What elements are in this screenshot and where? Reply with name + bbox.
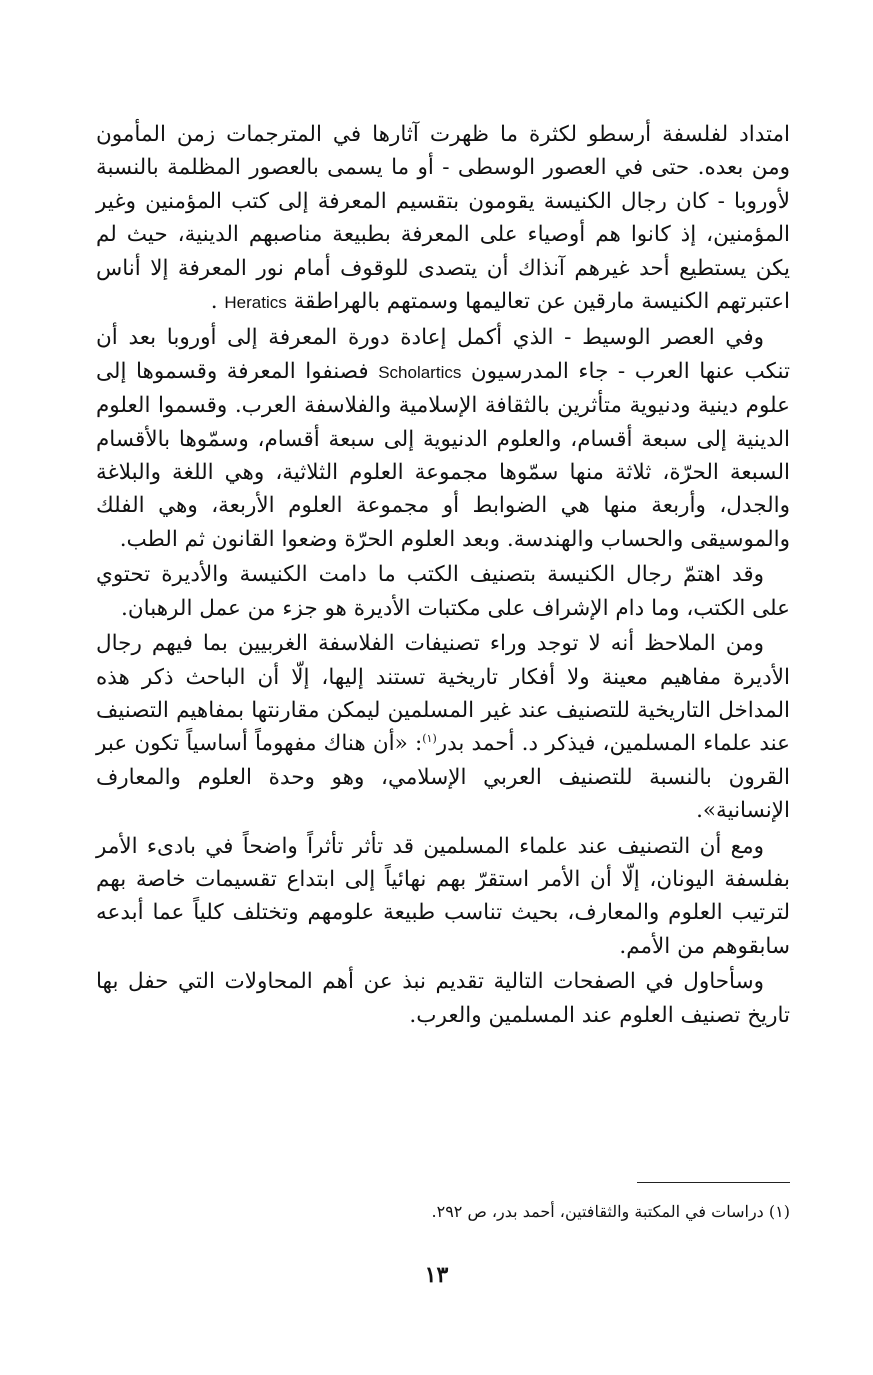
footnote-text: دراسات في المكتبة والثقافتين، أحمد بدر، ص ٢٩٢.: [431, 1202, 764, 1221]
paragraph-text: وفي العصر الوسيط - الذي أكمل إعادة دورة المعرفة إلى أوروبا بعد أن تنكب عنها العرب - جاء المدرسيون: [96, 325, 790, 384]
paragraph-tail: فصنفوا المعرفة وقسموها إلى علوم دينية ودنيوية متأثرين بالثقافة الإسلامية والفلاسفة العرب. وقسموا العلوم الدينية إلى سبعة أقسام، والعلوم الدنيوية إلى سبعة أقسام، وسمّوها بالأقسام السبعة الحرّة، ثلاثة منها سمّوها مجموعة العلوم الثلاثية، وهي اللغة والبلاغة والجدل، وأربعة منها هي الضوابط أو مجموعة العلوم الأربعة، وهي الفلك والموسيقى والحساب والهندسة. وبعد العلوم الحرّة وضعوا القانون ثم الطب.: [96, 358, 790, 552]
paragraph-2: [96, 321, 790, 556]
paragraph-text: ومع أن التصنيف عند علماء المسلمين قد تأثر تأثراً واضحاً في بادىء الأمر بفلسفة اليونان، إلّا أن الأمر استقرّ بهم نهائياً إلى ابتداع تقسيمات خاصة بهم لترتيب العلوم والمعارف، بحيث تناسب طبيعة علومهم وتختلف كلياً عما أبدعه سابقوهم من الأمم.: [96, 833, 790, 959]
paragraph-text: وسأحاول في الصفحات التالية تقديم نبذ عن أهم المحاولات التي حفل بها تاريخ تصنيف العلوم عند المسلمين والعرب.: [96, 969, 790, 1028]
main-text: [96, 118, 790, 1034]
paragraph-tail: .: [210, 289, 218, 315]
paragraph-4: [96, 627, 790, 827]
paragraph-5: [96, 830, 790, 964]
footnote-marker: (١): [768, 1202, 790, 1221]
footnote: [96, 1198, 790, 1226]
paragraph-6: [96, 965, 790, 1032]
latin-term: Heratics: [224, 293, 287, 313]
paragraph-tail: : «أن هناك مفهوماً أساسياً تكون عبر القرون بالنسبة للتصنيف العربي الإسلامي، وهو وحدة العلوم والمعارف الإنسانية».: [96, 731, 790, 824]
footnote-reference[interactable]: (١): [422, 732, 437, 746]
paragraph-3: [96, 558, 790, 625]
paragraph-text: وقد اهتمّ رجال الكنيسة بتصنيف الكتب ما دامت الكنيسة والأديرة تحتوي على الكتب، وما دام الإشراف على مكتبات الأديرة هو جزء من عمل الرهبان.: [96, 562, 790, 621]
footnote-separator: [637, 1182, 790, 1183]
page-number: ١٣: [424, 1262, 449, 1288]
paragraph-1: [96, 118, 790, 319]
paragraph-text: ومن الملاحظ أنه لا توجد وراء تصنيفات الفلاسفة الغربيين بما فيهم رجال الأديرة مفاهيم معينة ولا أفكار تاريخية تستند إليها، إلّا أن الباحث ذكر هذه المداخل التاريخية للتصنيف عند غير المسلمين ليمكن مقارنتها بمفاهيم التصنيف عند علماء المسلمين، فيذكر د. أحمد بدر: [96, 631, 790, 757]
latin-term: Scholartics: [378, 362, 462, 382]
paragraph-text: امتداد لفلسفة أرسطو لكثرة ما ظهرت آثارها في المترجمات زمن المأمون ومن بعده. حتى في العصور الوسطى - أو ما يسمى بالعصور المظلمة بالنسبة لأوروبا - كان رجال الكنيسة يقومون بتقسيم المعرفة إلى كتب المؤمنين وغير المؤمنين، إذ كانوا هم أوصياء على المعرفة بطبيعة مناصبهم الدينية، حيث لم يكن يستطيع أحد غيرهم آنذاك أن يتصدى للوقوف أمام نور المعرفة إلا أناس اعتبرتهم الكنيسة مارقين عن تعاليمها وسمتهم بالهراطقة: [96, 122, 790, 315]
